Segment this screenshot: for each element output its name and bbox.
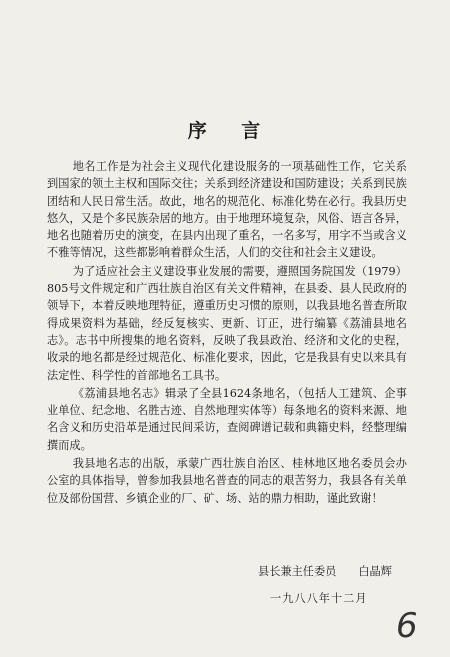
signature-date: 一九八八年十二月 <box>270 592 368 605</box>
signatory-role: 县长兼主任委员 <box>258 565 337 578</box>
preface-body <box>47 158 407 508</box>
paragraph-4: 我县地名志的出版，承蒙广西壮族自治区、桂林地区地名委员会办公室的具体指导，曾参加我县地名普查的同志的艰苦努力，我县各有关单位及部份国营、乡镇企业的厂、矿、场、站的鼎力相助，谨此致谢！ <box>47 457 407 505</box>
page-title: 序 言 <box>187 120 263 142</box>
paragraph-2: 为了适应社会主义建设事业发展的需要，遵照国务院国发（1979）805号文件规定和广西壮族自治区有关文件精神，在县委、县人民政府的领导下，本着反映地理特征，遵重历史习惯的原则，以我县地名普查所取得成果资料为基础，经反复核实、更新、订正，进行编纂《荔浦县地名志》。志书中所搜集的地名资料，反映了我县政治、经济和文化的史程，收录的地名都是经过规范化、标准化要求，因此，它是我县有史以来具有法定性、科学性的首部地名工具书。 <box>47 264 407 382</box>
paragraph-3: 《荔浦县地名志》辑录了全县1624条地名，（包括人工建筑、企事业单位、纪念地、名胜古迹、自然地理实体等）每条地名的资料来源、地名含义和历史沿革是通过民间采访，查阅碑谱记载和典籍史料，经整理编撰而成。 <box>47 386 407 452</box>
signature-line <box>258 563 428 579</box>
handwritten-page-number: 6 <box>396 606 418 646</box>
paragraph-1: 地名工作是为社会主义现代化建设服务的一项基础性工作，它关系到国家的领土主权和国际交往；关系到经济建设和国防建设；关系到民族团结和人民日常生活。故此，地名的规范化、标准化势在必行。我县历史悠久，又是个多民族杂居的地方。由于地理环境复杂，风俗、语言各异，地名也随着历史的演变，在县内出现了重名，一名多写，用字不当或含义不雅等情况，这些都影响着群众生活，人们的交往和社会主义建设。 <box>47 160 407 260</box>
signatory-name: 白晶辉 <box>358 565 392 578</box>
